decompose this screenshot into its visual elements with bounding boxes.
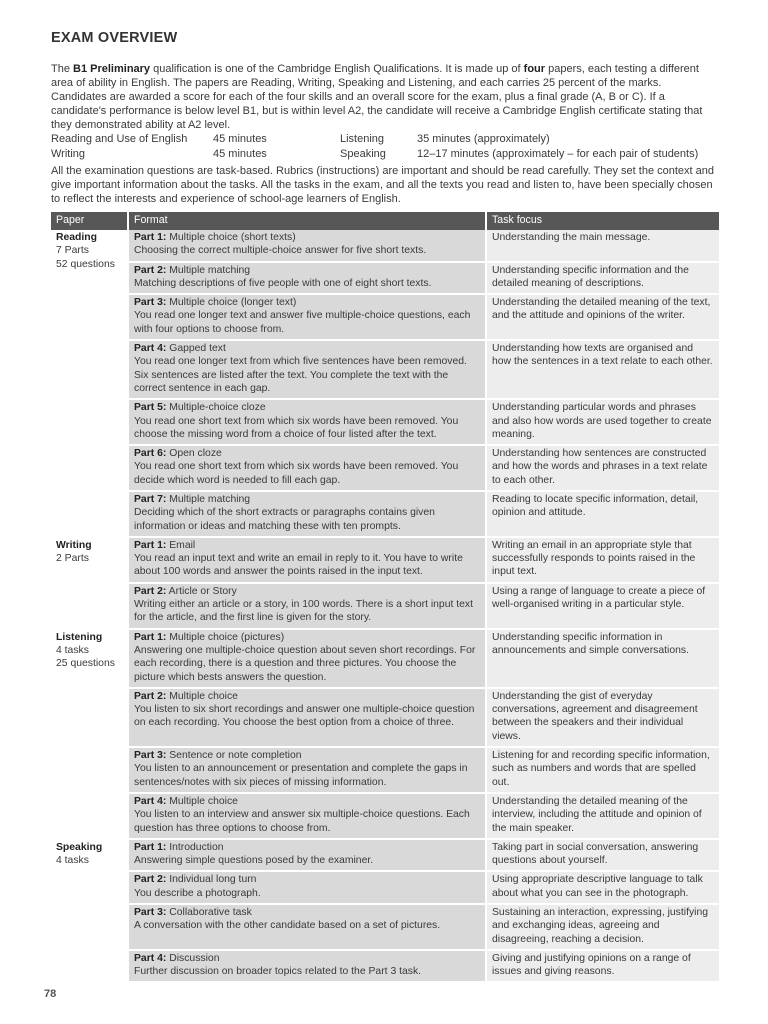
task-focus-cell: Reading to locate specific information, detail, opinion and attitude. (485, 492, 719, 538)
part-title: Individual long turn (169, 874, 257, 886)
table-row (51, 630, 719, 689)
part-description: You read one longer text from which five sentences have been removed. Six sentences are listed after the text. You complete the text with the correct sentence in each gap. (134, 356, 467, 394)
format-cell (127, 630, 485, 689)
table-row (51, 341, 719, 400)
format-title-line (134, 231, 480, 244)
part-title: Multiple choice (pictures) (169, 631, 285, 643)
qualification-name: B1 Preliminary (73, 63, 151, 75)
part-description: You read one longer text and answer five multiple-choice questions, each with four options to choose from. (134, 310, 471, 335)
paper-name: Speaking (340, 147, 386, 160)
table-row (51, 263, 719, 296)
table-row (51, 905, 719, 951)
part-label: Part 7: (134, 493, 167, 505)
task-focus-cell: Understanding the detailed meaning of the text, and the attitude and opinions of the writer. (485, 295, 719, 341)
part-title: Sentence or note completion (169, 750, 302, 762)
task-focus-cell: Understanding the detailed meaning of the interview, including the attitude and opinion of the main speaker. (485, 794, 719, 840)
part-label: Part 4: (134, 952, 167, 964)
page-title: EXAM OVERVIEW (51, 30, 178, 46)
part-title: Multiple matching (169, 493, 251, 505)
part-title: Collaborative task (169, 907, 252, 918)
header-format: Format (127, 212, 485, 230)
part-description: You describe a photograph. (134, 887, 261, 899)
paper-name: Listening (340, 133, 385, 146)
paper-duration: 12–17 minutes (approximately – for each pair of students) (417, 147, 699, 160)
format-title-line (134, 401, 480, 414)
table-row (51, 951, 719, 984)
table-row (51, 584, 719, 630)
format-cell (127, 840, 485, 873)
part-description: You listen to an interview and answer six multiple-choice questions. Each question has three options to choose from. (134, 809, 470, 834)
format-cell (127, 295, 485, 341)
part-label: Part 4: (134, 343, 167, 355)
task-focus-cell: Using a range of language to create a piece of well-organised writing in a particular style. (485, 584, 719, 630)
format-title-line (134, 447, 480, 460)
format-title-line (134, 906, 480, 919)
format-cell (127, 538, 485, 584)
table-row (51, 794, 719, 840)
paper-name: Reading (56, 231, 97, 243)
table-row (51, 295, 719, 341)
paper-name: Reading and Use of English (51, 133, 188, 146)
papers-count: four (523, 63, 546, 75)
paper-duration: 45 minutes (213, 147, 267, 160)
task-focus-cell: Writing an email in an appropriate style that successfully responds to points raised in the input text. (485, 538, 719, 584)
task-focus-cell: Using appropriate descriptive language to talk about what you can see in the photograph. (485, 872, 719, 905)
task-focus-cell: Taking part in social conversation, answering questions about yourself. (485, 840, 719, 873)
page-number: 78 (44, 988, 57, 1000)
timing-row (51, 147, 698, 161)
header-paper: Paper (51, 212, 127, 230)
part-title: Multiple choice (short texts) (169, 231, 296, 243)
paper-parts: 4 tasks (56, 644, 89, 656)
table-row (51, 446, 719, 492)
tasks-paragraph: All the examination questions are task-based. Rubrics (instructions) are important and should be read carefully. They set the context and give important information about the tasks. All the tasks in the exam, and all the texts you read and listen to, have been specially chosen to reflect the interests and experience of school-age learners of English. (51, 164, 715, 205)
task-focus-cell: Understanding specific information and the detailed meaning of descriptions. (485, 263, 719, 296)
format-cell (127, 263, 485, 296)
part-description: You read one short text from which six words have been removed. You choose the missing word from a choice of four listed after the text. (134, 415, 459, 440)
task-focus-cell: Understanding particular words and phrases and also how words are used together to create meaning. (485, 400, 719, 446)
paper-name: Writing (51, 147, 86, 160)
format-cell (127, 794, 485, 840)
part-label: Part 2: (134, 585, 167, 597)
intro-paragraph (51, 62, 719, 132)
part-title: Email (169, 539, 196, 551)
part-title: Multiple choice (169, 795, 238, 807)
part-title: Multiple choice (longer text) (169, 297, 297, 309)
intro-text: qualification is one of the Cambridge English Qualifications. It is made up of (150, 63, 524, 75)
part-label: Part 2: (134, 690, 167, 702)
table-row (51, 872, 719, 905)
table-row (51, 748, 719, 794)
part-description: Answering simple questions posed by the examiner. (134, 855, 374, 867)
table-row (51, 400, 719, 446)
part-label: Part 6: (134, 448, 167, 460)
part-title: Open cloze (169, 448, 222, 460)
format-cell (127, 230, 485, 263)
format-title-line (134, 631, 480, 644)
paper-parts: 2 Parts (56, 553, 89, 565)
part-title: Introduction (169, 841, 224, 853)
part-title: Discussion (169, 952, 220, 964)
format-cell (127, 492, 485, 538)
part-title: Multiple-choice cloze (169, 402, 266, 414)
part-label: Part 1: (134, 231, 167, 243)
part-description: Answering one multiple-choice question about seven short recordings. For each recording, there is a question and three pictures. You choose the picture which bests answers the question. (134, 644, 476, 683)
task-focus-cell: Understanding the main message. (485, 230, 719, 263)
part-label: Part 3: (134, 297, 167, 309)
format-cell (127, 951, 485, 984)
timings-table (51, 132, 698, 160)
part-title: Multiple choice (169, 690, 238, 702)
part-label: Part 3: (134, 750, 167, 762)
part-label: Part 2: (134, 264, 167, 276)
table-row (51, 230, 719, 263)
exam-overview-table (51, 212, 719, 984)
paper-duration: 35 minutes (approximately) (417, 133, 550, 146)
format-title-line (134, 690, 480, 703)
part-label: Part 1: (134, 631, 167, 643)
format-cell (127, 748, 485, 794)
task-focus-cell: Sustaining an interaction, expressing, justifying and exchanging ideas, agreeing and disagreeing, reaching a decision. (485, 905, 719, 951)
part-label: Part 1: (134, 539, 167, 551)
page (51, 30, 719, 983)
part-description: Writing either an article or a story, in 100 words. There is a short input text for the article, and the first line is given for the story. (134, 599, 474, 624)
table-row (51, 689, 719, 748)
format-title-line (134, 795, 480, 808)
part-label: Part 5: (134, 402, 167, 414)
part-description: You listen to six short recordings and answer one multiple-choice question on each recording. You choose the best option from a choice of three. (134, 704, 475, 729)
paper-parts: 4 tasks (56, 855, 89, 867)
paper-questions: 52 questions (56, 258, 115, 270)
paper-name: Speaking (56, 841, 103, 853)
task-focus-cell: Understanding how texts are organised and how the sentences in a text relate to each other. (485, 341, 719, 400)
format-cell (127, 689, 485, 748)
part-description: Deciding which of the short extracts or paragraphs contains given information or ideas and matching these with ten prompts. (134, 507, 435, 532)
task-focus-cell: Understanding the gist of everyday conversations, agreement and disagreement between the speakers and their individual views. (485, 689, 719, 748)
task-focus-cell: Listening for and recording specific information, such as numbers and words that are spelled out. (485, 748, 719, 794)
task-focus-cell: Understanding specific information in announcements and simple conversations. (485, 630, 719, 689)
table-row (51, 492, 719, 538)
timing-row (51, 132, 698, 146)
format-title-line (134, 841, 480, 854)
part-description: Choosing the correct multiple-choice answer for five short texts. (134, 245, 427, 257)
part-description: You listen to an announcement or presentation and complete the gaps in sentences/notes with six pieces of missing information. (134, 763, 468, 788)
part-description: Further discussion on broader topics related to the Part 3 task. (134, 966, 422, 978)
format-title-line (134, 952, 480, 965)
paper-name: Writing (56, 539, 92, 551)
format-cell (127, 872, 485, 905)
format-cell (127, 400, 485, 446)
format-cell (127, 905, 485, 951)
table-header-row (51, 212, 719, 230)
format-cell (127, 341, 485, 400)
format-title-line (134, 539, 480, 552)
format-title-line (134, 264, 480, 277)
format-title-line (134, 585, 480, 598)
format-title-line (134, 749, 480, 762)
table-row (51, 538, 719, 584)
paper-cell (51, 630, 127, 840)
part-description: A conversation with the other candidate based on a set of pictures. (134, 920, 441, 932)
intro-text: papers, each testing a different area of ability in English. The papers are Reading, Writing, Speaking and Listening, and each carries 25 percent of the marks. Candidates are awarded a score for each of the four skills and an overall score for the exam, plus a final grade (A, B or C). If a candidate's performance is below level B1, but is within level A2, the candidate will receive a Cambridge English certificate stating that they demonstrated ability at A2 level. (51, 63, 703, 132)
format-title-line (134, 493, 480, 506)
part-label: Part 1: (134, 841, 167, 853)
intro-text: The (51, 63, 74, 75)
part-description: Matching descriptions of five people with one of eight short texts. (134, 277, 432, 289)
part-description: You read an input text and write an email in reply to it. You have to write about 100 words and answer the points raised in the input text. (134, 553, 463, 578)
format-title-line (134, 342, 480, 355)
paper-parts: 7 Parts (56, 245, 89, 257)
part-description: You read one short text from which six words have been removed. You decide which word is needed to fill each gap. (134, 461, 459, 486)
header-task-focus: Task focus (485, 212, 719, 230)
part-label: Part 3: (134, 907, 167, 918)
part-label: Part 2: (134, 874, 167, 886)
format-cell (127, 446, 485, 492)
part-title: Gapped text (169, 343, 226, 355)
part-title: Multiple matching (169, 264, 251, 276)
format-title-line (134, 296, 480, 309)
task-focus-cell: Understanding how sentences are constructed and how the words and phrases in a text relate to each other. (485, 446, 719, 492)
part-label: Part 4: (134, 795, 167, 807)
paper-cell (51, 840, 127, 984)
paper-duration: 45 minutes (213, 133, 267, 146)
paper-name: Listening (56, 631, 103, 643)
format-title-line (134, 873, 480, 886)
paper-questions: 25 questions (56, 658, 115, 670)
format-cell (127, 584, 485, 630)
paper-cell (51, 230, 127, 538)
table-row (51, 840, 719, 873)
paper-cell (51, 538, 127, 630)
task-focus-cell: Giving and justifying opinions on a range of issues and giving reasons. (485, 951, 719, 984)
part-title: Article or Story (168, 585, 237, 597)
